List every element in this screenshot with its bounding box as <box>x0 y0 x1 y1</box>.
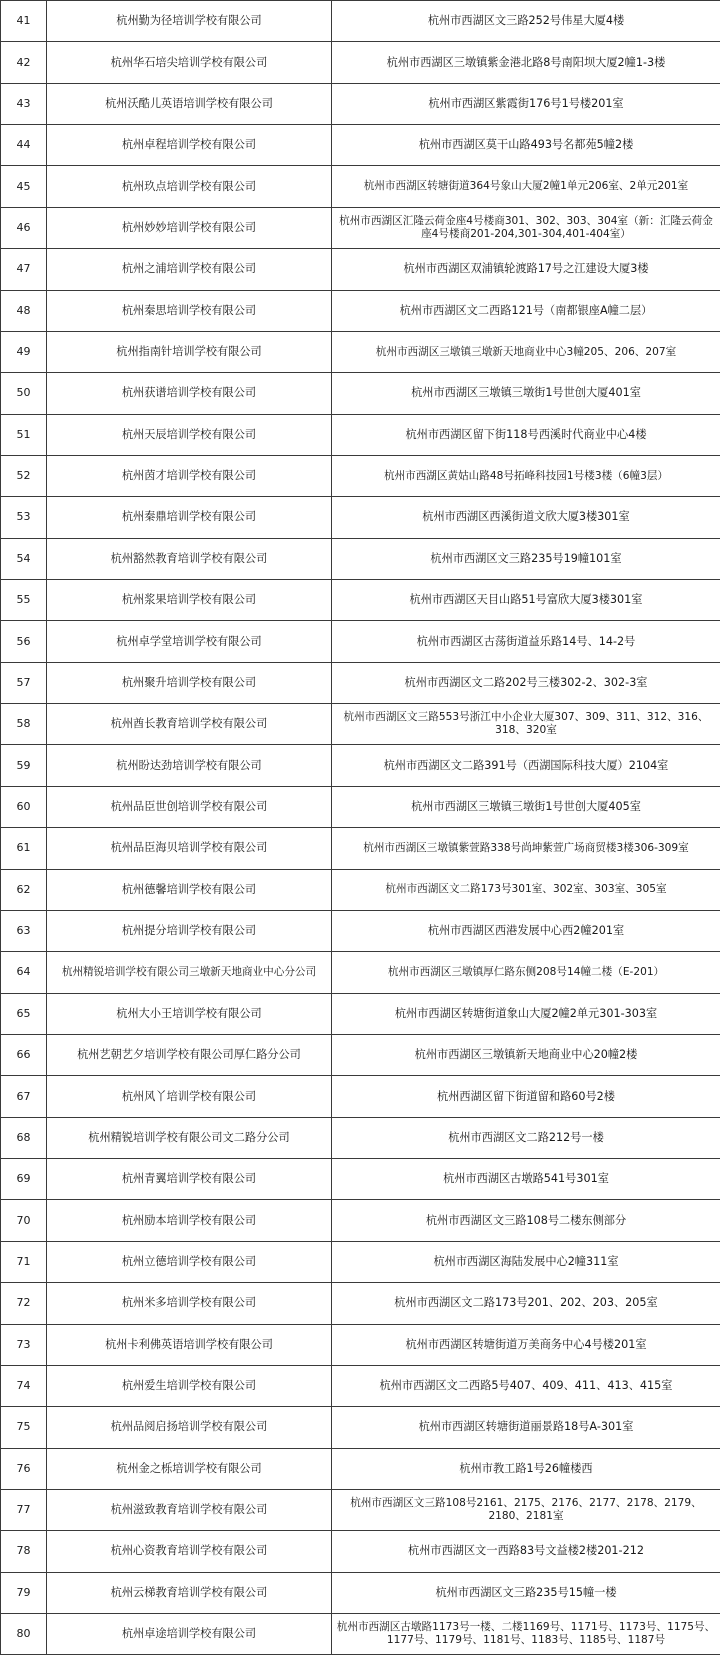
row-number: 71 <box>1 1241 47 1282</box>
table-row <box>1 869 720 910</box>
school-address: 杭州市西湖区西溪街道文欣大厦3楼301室 <box>332 497 720 538</box>
school-address: 杭州市西湖区文一西路83号文益楼2楼201-212 <box>332 1531 720 1572</box>
school-address: 杭州市西湖区西港发展中心西2幢201室 <box>332 910 720 951</box>
table-row <box>1 1531 720 1572</box>
school-address: 杭州市西湖区汇隆云荷金座4号楼商301、302、303、304室（新：汇隆云荷金座4号楼商201-204,301-304,401-404室） <box>332 207 720 248</box>
table-row <box>1 83 720 124</box>
school-name: 杭州精锐培训学校有限公司三墩新天地商业中心分公司 <box>47 952 332 993</box>
school-address: 杭州市西湖区古荡街道益乐路14号、14-2号 <box>332 621 720 662</box>
table-row <box>1 1117 720 1158</box>
table-row <box>1 1614 720 1655</box>
school-address: 杭州市西湖区三墩镇三墩街1号世创大厦401室 <box>332 373 720 414</box>
row-number: 56 <box>1 621 47 662</box>
school-address: 杭州市西湖区文二路173号201、202、203、205室 <box>332 1283 720 1324</box>
school-name: 杭州心资教育培训学校有限公司 <box>47 1531 332 1572</box>
row-number: 65 <box>1 993 47 1034</box>
school-address: 杭州市西湖区三墩镇三墩新天地商业中心3幢205、206、207室 <box>332 331 720 372</box>
school-address: 杭州市西湖区文二西路5号407、409、411、413、415室 <box>332 1365 720 1406</box>
row-number: 68 <box>1 1117 47 1158</box>
row-number: 67 <box>1 1076 47 1117</box>
table-row <box>1 993 720 1034</box>
school-name: 杭州玖点培训学校有限公司 <box>47 166 332 207</box>
table-row <box>1 580 720 621</box>
school-name: 杭州滋致教育培训学校有限公司 <box>47 1489 332 1530</box>
school-address: 杭州市西湖区文二路173号301室、302室、303室、305室 <box>332 869 720 910</box>
school-address: 杭州市西湖区三墩镇新天地商业中心20幢2楼 <box>332 1034 720 1075</box>
school-name: 杭州秦思培训学校有限公司 <box>47 290 332 331</box>
row-number: 53 <box>1 497 47 538</box>
table-row <box>1 910 720 951</box>
school-address: 杭州市西湖区文二西路121号（南都银座A幢二层） <box>332 290 720 331</box>
school-address: 杭州市西湖区紫霞街176号1号楼201室 <box>332 83 720 124</box>
school-address: 杭州西湖区留下街道留和路60号2楼 <box>332 1076 720 1117</box>
table-row <box>1 1448 720 1489</box>
row-number: 77 <box>1 1489 47 1530</box>
school-name: 杭州华石培尖培训学校有限公司 <box>47 42 332 83</box>
row-number: 55 <box>1 580 47 621</box>
school-name: 杭州云梯教育培训学校有限公司 <box>47 1572 332 1613</box>
table-row <box>1 745 720 786</box>
school-name: 杭州妙妙培训学校有限公司 <box>47 207 332 248</box>
row-number: 48 <box>1 290 47 331</box>
row-number: 58 <box>1 704 47 745</box>
row-number: 64 <box>1 952 47 993</box>
table-row <box>1 1 720 42</box>
row-number: 70 <box>1 1200 47 1241</box>
table-row <box>1 207 720 248</box>
school-address: 杭州市西湖区古墩路1173号一楼、二楼1169号、1171号、1173号、1175号、1177号、1179号、1181号、1183号、1185号、1187号 <box>332 1614 720 1655</box>
school-name: 杭州励本培训学校有限公司 <box>47 1200 332 1241</box>
school-name: 杭州卓程培训学校有限公司 <box>47 125 332 166</box>
school-name: 杭州天辰培训学校有限公司 <box>47 414 332 455</box>
table-row <box>1 952 720 993</box>
table-row <box>1 1283 720 1324</box>
school-address: 杭州市西湖区莫干山路493号名都苑5幢2楼 <box>332 125 720 166</box>
row-number: 44 <box>1 125 47 166</box>
table-row <box>1 1241 720 1282</box>
row-number: 76 <box>1 1448 47 1489</box>
school-address: 杭州市西湖区双浦镇轮渡路17号之江建设大厦3楼 <box>332 249 720 290</box>
school-name: 杭州风丫培训学校有限公司 <box>47 1076 332 1117</box>
school-address: 杭州市西湖区黄姑山路48号拓峰科技园1号楼3楼（6幢3层） <box>332 455 720 496</box>
table-row <box>1 373 720 414</box>
row-number: 49 <box>1 331 47 372</box>
table-row <box>1 166 720 207</box>
school-name: 杭州品臣海贝培训学校有限公司 <box>47 828 332 869</box>
school-name: 杭州爱生培训学校有限公司 <box>47 1365 332 1406</box>
row-number: 50 <box>1 373 47 414</box>
school-address: 杭州市西湖区文三路553号浙江中小企业大厦307、309、311、312、316、318、320室 <box>332 704 720 745</box>
row-number: 69 <box>1 1159 47 1200</box>
row-number: 74 <box>1 1365 47 1406</box>
school-address: 杭州市西湖区三墩镇三墩街1号世创大厦405室 <box>332 786 720 827</box>
table-row <box>1 331 720 372</box>
table-row <box>1 42 720 83</box>
school-address: 杭州市西湖区文三路252号伟星大厦4楼 <box>332 1 720 42</box>
school-name: 杭州秦鼎培训学校有限公司 <box>47 497 332 538</box>
table-row <box>1 1200 720 1241</box>
school-name: 杭州盼达劲培训学校有限公司 <box>47 745 332 786</box>
table-row <box>1 290 720 331</box>
row-number: 41 <box>1 1 47 42</box>
school-address: 杭州市西湖区三墩镇紫萱路338号尚坤紫萱广场商贸楼3楼306-309室 <box>332 828 720 869</box>
school-address: 杭州市西湖区三墩镇厚仁路东侧208号14幢二楼（E-201） <box>332 952 720 993</box>
school-name: 杭州卓学堂培训学校有限公司 <box>47 621 332 662</box>
row-number: 62 <box>1 869 47 910</box>
table-row <box>1 497 720 538</box>
school-address: 杭州市西湖区转塘街道364号象山大厦2幢1单元206室、2单元201室 <box>332 166 720 207</box>
table-row <box>1 1324 720 1365</box>
row-number: 61 <box>1 828 47 869</box>
school-address: 杭州市西湖区文二路212号一楼 <box>332 1117 720 1158</box>
row-number: 54 <box>1 538 47 579</box>
table-row <box>1 1489 720 1530</box>
row-number: 42 <box>1 42 47 83</box>
table-row <box>1 1159 720 1200</box>
row-number: 46 <box>1 207 47 248</box>
school-address: 杭州市西湖区文三路235号15幢一楼 <box>332 1572 720 1613</box>
school-name: 杭州勤为径培训学校有限公司 <box>47 1 332 42</box>
row-number: 52 <box>1 455 47 496</box>
school-address: 杭州市西湖区天目山路51号富欣大厦3楼301室 <box>332 580 720 621</box>
school-name: 杭州艺朝艺夕培训学校有限公司厚仁路分公司 <box>47 1034 332 1075</box>
table-row <box>1 249 720 290</box>
row-number: 80 <box>1 1614 47 1655</box>
school-address: 杭州市西湖区海陆发展中心2幢311室 <box>332 1241 720 1282</box>
table-row <box>1 1076 720 1117</box>
school-name: 杭州品阅启扬培训学校有限公司 <box>47 1407 332 1448</box>
school-name: 杭州聚升培训学校有限公司 <box>47 662 332 703</box>
school-name: 杭州卡利佛英语培训学校有限公司 <box>47 1324 332 1365</box>
school-name: 杭州指南针培训学校有限公司 <box>47 331 332 372</box>
school-name: 杭州酋长教育培训学校有限公司 <box>47 704 332 745</box>
school-address: 杭州市西湖区古墩路541号301室 <box>332 1159 720 1200</box>
table-row <box>1 828 720 869</box>
row-number: 75 <box>1 1407 47 1448</box>
table-row <box>1 1034 720 1075</box>
table-row <box>1 1572 720 1613</box>
school-address: 杭州市教工路1号26幢楼西 <box>332 1448 720 1489</box>
row-number: 45 <box>1 166 47 207</box>
table-row <box>1 414 720 455</box>
table-row <box>1 786 720 827</box>
school-address: 杭州市西湖区转塘街道象山大厦2幢2单元301-303室 <box>332 993 720 1034</box>
table-body <box>1 1 720 1655</box>
table-row <box>1 455 720 496</box>
row-number: 66 <box>1 1034 47 1075</box>
table-row <box>1 1365 720 1406</box>
school-name: 杭州豁然教育培训学校有限公司 <box>47 538 332 579</box>
table-row <box>1 1407 720 1448</box>
school-address: 杭州市西湖区文三路108号二楼东侧部分 <box>332 1200 720 1241</box>
school-address: 杭州市西湖区转塘街道万美商务中心4号楼201室 <box>332 1324 720 1365</box>
school-name: 杭州米多培训学校有限公司 <box>47 1283 332 1324</box>
school-name: 杭州沃酷儿英语培训学校有限公司 <box>47 83 332 124</box>
row-number: 72 <box>1 1283 47 1324</box>
school-name: 杭州德馨培训学校有限公司 <box>47 869 332 910</box>
school-name: 杭州提分培训学校有限公司 <box>47 910 332 951</box>
row-number: 47 <box>1 249 47 290</box>
row-number: 63 <box>1 910 47 951</box>
school-address: 杭州市西湖区三墩镇紫金港北路8号南阳坝大厦2幢1-3楼 <box>332 42 720 83</box>
school-address: 杭州市西湖区文三路235号19幢101室 <box>332 538 720 579</box>
school-name: 杭州立德培训学校有限公司 <box>47 1241 332 1282</box>
school-address: 杭州市西湖区文二路391号（西湖国际科技大厦）2104室 <box>332 745 720 786</box>
school-name: 杭州茵才培训学校有限公司 <box>47 455 332 496</box>
school-name: 杭州品臣世创培训学校有限公司 <box>47 786 332 827</box>
table-row <box>1 704 720 745</box>
table-row <box>1 621 720 662</box>
school-address: 杭州市西湖区留下街118号西溪时代商业中心4楼 <box>332 414 720 455</box>
school-name: 杭州卓途培训学校有限公司 <box>47 1614 332 1655</box>
row-number: 59 <box>1 745 47 786</box>
row-number: 57 <box>1 662 47 703</box>
row-number: 43 <box>1 83 47 124</box>
school-name: 杭州青翼培训学校有限公司 <box>47 1159 332 1200</box>
school-name: 杭州之浦培训学校有限公司 <box>47 249 332 290</box>
school-name: 杭州金之栎培训学校有限公司 <box>47 1448 332 1489</box>
school-address: 杭州市西湖区文三路108号2161、2175、2176、2177、2178、2179、2180、2181室 <box>332 1489 720 1530</box>
row-number: 60 <box>1 786 47 827</box>
school-name: 杭州获谱培训学校有限公司 <box>47 373 332 414</box>
row-number: 73 <box>1 1324 47 1365</box>
school-name: 杭州大小王培训学校有限公司 <box>47 993 332 1034</box>
row-number: 51 <box>1 414 47 455</box>
school-name: 杭州浆果培训学校有限公司 <box>47 580 332 621</box>
row-number: 79 <box>1 1572 47 1613</box>
school-address: 杭州市西湖区文二路202号三楼302-2、302-3室 <box>332 662 720 703</box>
table-row <box>1 538 720 579</box>
row-number: 78 <box>1 1531 47 1572</box>
table-row <box>1 125 720 166</box>
school-name: 杭州精锐培训学校有限公司文二路分公司 <box>47 1117 332 1158</box>
school-address: 杭州市西湖区转塘街道丽景路18号A-301室 <box>332 1407 720 1448</box>
table-row <box>1 662 720 703</box>
